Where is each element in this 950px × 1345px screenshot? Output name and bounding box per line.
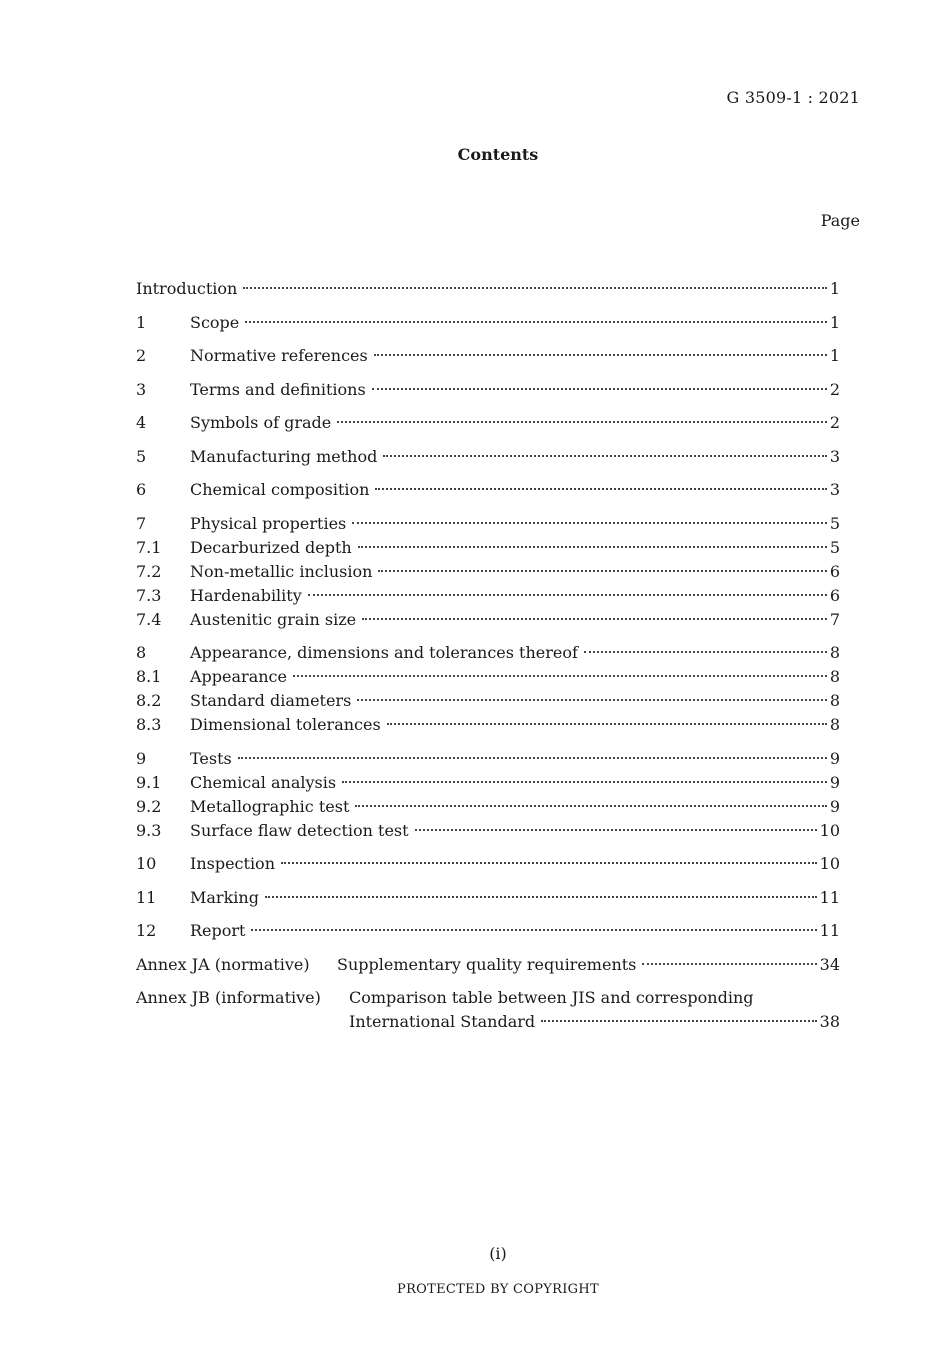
toc-page-number: 9 [829, 796, 840, 816]
page-folio: (i) [489, 1244, 507, 1263]
toc-label: Decarburized depth [190, 537, 352, 557]
dot-leader [358, 546, 827, 548]
dot-leader [374, 354, 827, 356]
toc-label: Appearance [190, 667, 287, 686]
toc-page-number: 38 [819, 1012, 840, 1031]
toc-row[interactable] [136, 512, 840, 536]
toc-label: Scope [190, 312, 240, 332]
toc-number: 8.2 [136, 691, 162, 710]
toc-label: Standard diameters [190, 691, 352, 710]
dot-leader [308, 594, 827, 596]
toc-row[interactable] [136, 641, 840, 665]
dot-leader [415, 829, 817, 831]
toc-row[interactable] [136, 478, 840, 502]
dot-leader [342, 781, 827, 783]
toc-page-number: 10 [819, 854, 840, 873]
dot-leader [281, 862, 817, 864]
toc-label: Physical properties [190, 513, 347, 533]
page-title: Contents [457, 145, 539, 164]
toc-label: Surface flaw detection test [190, 820, 409, 840]
dot-leader [352, 522, 827, 524]
toc-label: Marking [190, 887, 259, 907]
toc-number: 9.1 [136, 772, 162, 792]
dot-leader [357, 699, 827, 701]
dot-leader [362, 618, 827, 620]
toc-page-number: 3 [829, 480, 840, 499]
toc-page-number: 5 [829, 537, 840, 557]
toc-row[interactable] [136, 378, 840, 402]
toc-page-number: 11 [819, 921, 840, 940]
dot-leader [375, 488, 826, 490]
toc-number: 12 [136, 921, 157, 940]
toc-number: 4 [136, 413, 147, 432]
dot-leader [387, 723, 827, 725]
toc-page-number: 2 [829, 413, 840, 432]
toc-number: 8.3 [136, 715, 162, 734]
toc-row-annex-ja[interactable] [136, 953, 840, 977]
toc-page-number: 9 [829, 748, 840, 768]
toc-label: Introduction [136, 279, 238, 298]
toc-number: 9.3 [136, 820, 162, 840]
toc-label: Tests [190, 748, 232, 768]
toc-number: 3 [136, 379, 147, 399]
dot-leader [584, 651, 827, 653]
toc-row[interactable] [136, 411, 840, 435]
toc-page-number: 6 [829, 585, 840, 605]
dot-leader [372, 388, 827, 390]
annex-prefix: Annex JA (normative) [136, 954, 310, 974]
toc-page-number: 11 [819, 887, 840, 907]
toc-row[interactable] [136, 608, 840, 632]
toc-label: Manufacturing method [190, 446, 378, 466]
toc-row[interactable] [136, 852, 840, 876]
copyright-notice: PROTECTED BY COPYRIGHT [397, 1282, 599, 1297]
toc-row[interactable] [136, 819, 840, 843]
toc-row-annex-jb[interactable] [136, 986, 840, 1010]
toc-number: 2 [136, 346, 147, 365]
dot-leader [251, 929, 816, 931]
toc-label: Austenitic grain size [190, 609, 357, 629]
dot-leader [541, 1020, 816, 1022]
toc-number: 6 [136, 480, 147, 499]
toc-number: 8 [136, 643, 147, 662]
toc-page-number: 2 [829, 379, 840, 399]
toc-row[interactable] [136, 795, 840, 819]
toc-label: International Standard [349, 1012, 536, 1031]
toc-row[interactable] [136, 665, 840, 689]
table-of-contents [136, 277, 840, 1034]
toc-label: Non-metallic inclusion [190, 561, 373, 581]
toc-label: Chemical analysis [190, 772, 337, 792]
toc-page-number: 1 [829, 346, 840, 365]
toc-row[interactable] [136, 919, 840, 943]
toc-row[interactable] [136, 344, 840, 368]
toc-label: Supplementary quality requirements [337, 954, 637, 974]
toc-row[interactable] [136, 560, 840, 584]
toc-number: 7.3 [136, 585, 162, 605]
toc-page-number: 9 [829, 772, 840, 792]
dot-leader [337, 421, 827, 423]
toc-page-number: 7 [829, 609, 840, 629]
toc-row[interactable] [136, 689, 840, 713]
dot-leader [238, 757, 827, 759]
toc-page-number: 1 [829, 279, 840, 298]
dot-leader [243, 287, 826, 289]
page-column-label: Page [820, 211, 860, 230]
dot-leader [265, 896, 817, 898]
dot-leader [383, 455, 826, 457]
toc-number: 7.4 [136, 609, 162, 629]
dot-leader [378, 570, 826, 572]
toc-label: Inspection [190, 854, 275, 873]
toc-row[interactable] [136, 747, 840, 771]
toc-label: Chemical composition [190, 480, 370, 499]
dot-leader [245, 321, 827, 323]
toc-row[interactable] [136, 536, 840, 560]
toc-number: 8.1 [136, 667, 162, 686]
toc-label: Appearance, dimensions and tolerances thereof [190, 643, 578, 662]
toc-row[interactable] [136, 445, 840, 469]
toc-number: 9 [136, 748, 147, 768]
toc-page-number: 34 [819, 954, 840, 974]
toc-page-number: 5 [829, 513, 840, 533]
toc-row[interactable] [136, 713, 840, 737]
toc-label: Terms and definitions [190, 379, 366, 399]
toc-page-number: 10 [819, 820, 840, 840]
toc-page-number: 8 [829, 715, 840, 734]
toc-label: Hardenability [190, 585, 302, 605]
toc-number: 10 [136, 854, 157, 873]
annex-prefix: Annex JB (informative) [136, 988, 321, 1007]
toc-label: Dimensional tolerances [190, 715, 381, 734]
toc-number: 9.2 [136, 796, 162, 816]
toc-label: Report [190, 921, 246, 940]
dot-leader [293, 675, 827, 677]
toc-row[interactable] [136, 886, 840, 910]
toc-label: Comparison table between JIS and corresponding [349, 988, 754, 1007]
toc-page-number: 3 [829, 446, 840, 466]
toc-page-number: 6 [829, 561, 840, 581]
toc-page-number: 1 [829, 312, 840, 332]
toc-label: Metallographic test [190, 796, 350, 816]
toc-label: Symbols of grade [190, 413, 332, 432]
toc-row-introduction[interactable] [136, 277, 840, 301]
toc-page-number: 8 [829, 643, 840, 662]
toc-page-number: 8 [829, 691, 840, 710]
toc-row[interactable] [136, 771, 840, 795]
dot-leader [355, 805, 826, 807]
toc-page-number: 8 [829, 667, 840, 686]
toc-number: 5 [136, 446, 147, 466]
toc-number: 1 [136, 312, 147, 332]
toc-number: 7.1 [136, 537, 162, 557]
toc-number: 7 [136, 513, 147, 533]
toc-number: 11 [136, 887, 157, 907]
document-id: G 3509-1 : 2021 [726, 88, 860, 107]
toc-number: 7.2 [136, 561, 162, 581]
toc-row[interactable] [136, 311, 840, 335]
dot-leader [642, 963, 816, 965]
toc-row[interactable] [136, 584, 840, 608]
toc-label: Normative references [190, 346, 368, 365]
toc-row-annex-jb-continued[interactable] [136, 1010, 840, 1034]
